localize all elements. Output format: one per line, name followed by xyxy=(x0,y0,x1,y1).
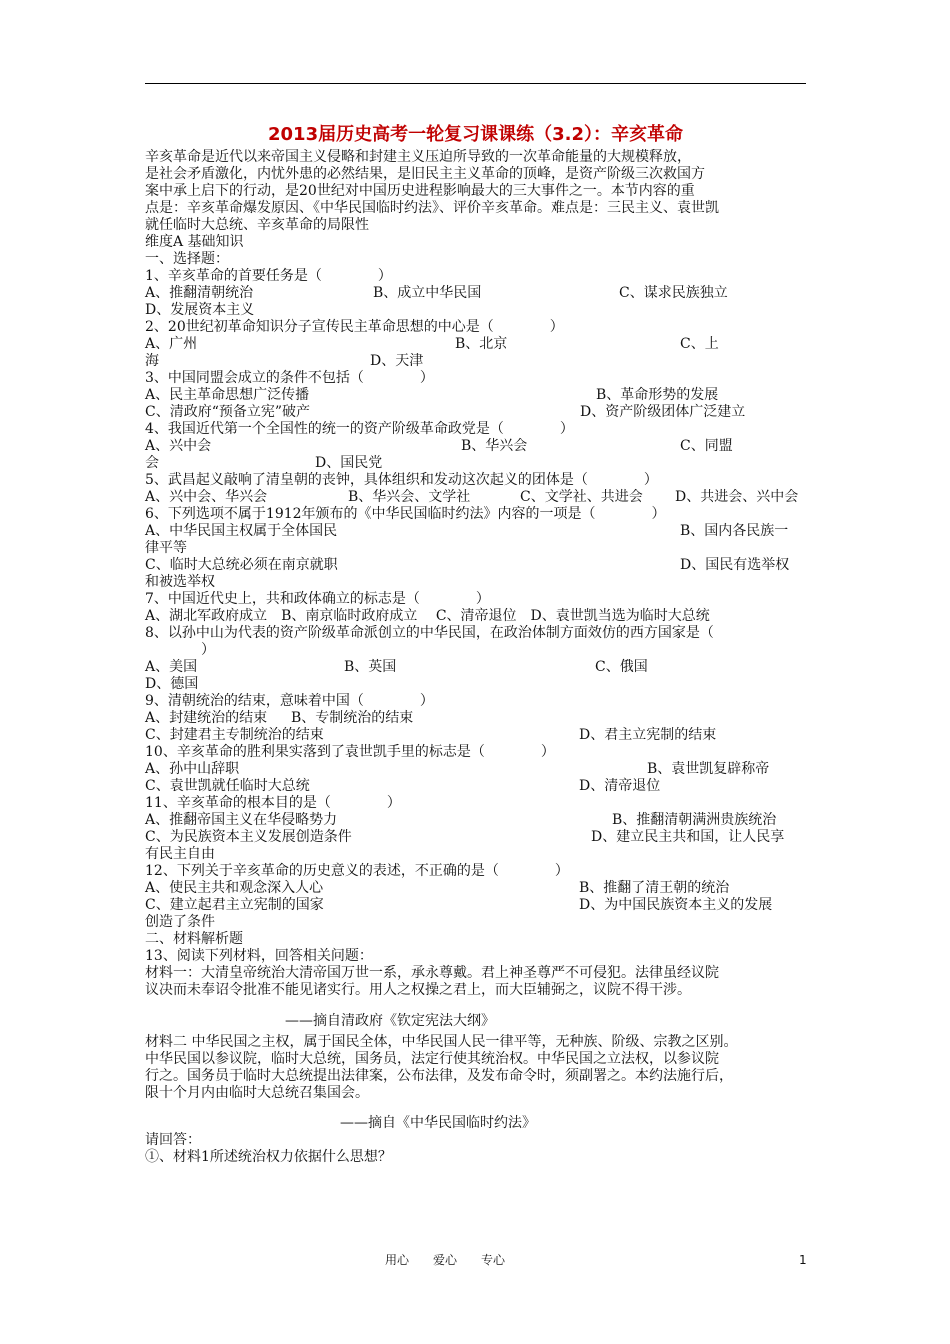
q3-options xyxy=(145,387,806,404)
q7-options: A、湖北军政府成立 B、南京临时政府成立 C、清帝退位 D、袁世凯当选为临时大总统 xyxy=(145,608,710,624)
question-4: 4、我国近代第一个全国性的统一的资产阶级革命政党是（ ） xyxy=(145,421,574,437)
question-11: 11、辛亥革命的根本目的是（ ） xyxy=(145,795,401,811)
option-d: D、资产阶级团体广泛建立 xyxy=(580,404,746,420)
q4-options-cont xyxy=(145,455,806,472)
option-b: B、北京 xyxy=(455,336,508,352)
question-13: 13、阅读下列材料，回答相关问题： xyxy=(145,948,373,964)
material-2-line: 限十个月内由临时大总统召集国会。 xyxy=(145,1085,369,1101)
question-8-cont: ） xyxy=(201,642,215,658)
material-2-line: 材料二 中华民国之主权，属于国民全体，中华民国人民一律平等，无种族、阶级、宗教之区别。 xyxy=(145,1034,738,1050)
question-9: 9、清朝统治的结束，意味着中国（ ） xyxy=(145,693,434,709)
ask-heading: 请回答： xyxy=(145,1132,201,1148)
option-d: D、天津 xyxy=(370,353,424,369)
part-heading: 二、材料解析题 xyxy=(145,931,243,947)
q10-options xyxy=(145,761,806,778)
option-d: D、德国 xyxy=(145,676,199,692)
option-a: A、兴中会 xyxy=(145,438,212,454)
q11-options xyxy=(145,812,806,829)
option-d-cont: 和被选举权 xyxy=(145,574,215,590)
option-c-cont: 会 xyxy=(145,455,159,471)
option-b: B、推翻了清王朝的统治 xyxy=(579,880,730,896)
part-heading: 一、选择题： xyxy=(145,251,229,267)
option-c: C、俄国 xyxy=(595,659,648,675)
material-1-line: 材料一：大清皇帝统治大清帝国万世一系，承永尊戴。君上神圣尊严不可侵犯。法律虽经议院 xyxy=(145,965,719,981)
q12-options-2 xyxy=(145,897,806,914)
intro-line: 案中承上启下的行动，是20世纪对中国历史进程影响最大的三大事件之一。本节内容的重 xyxy=(145,183,695,199)
material-1-line: 议决而未奉诏令批准不能见诸实行。用人之权操之君上，而大臣辅弼之，议院不得干涉。 xyxy=(145,982,691,998)
question-5: 5、武昌起义敲响了清皇朝的丧钟，具体组织和发动这次起义的团体是（ ） xyxy=(145,472,658,488)
option-a: A、广州 xyxy=(145,336,198,352)
q9-options-2 xyxy=(145,727,806,744)
option-c: C、谋求民族独立 xyxy=(619,285,728,301)
question-10: 10、辛亥革命的胜利果实落到了袁世凯手里的标志是（ ） xyxy=(145,744,555,760)
option-a: A、使民主共和观念深入人心 xyxy=(145,880,324,896)
footer-motto: 用心 爱心 专心 xyxy=(385,1253,506,1267)
option-c: C、清政府“预备立宪”破产 xyxy=(145,404,311,420)
option-c: C、袁世凯就任临时大总统 xyxy=(145,778,310,794)
option-d: D、共进会、兴中会 xyxy=(675,489,799,505)
option-b: B、专制统治的结束 xyxy=(291,710,414,726)
option-c: C、为民族资本主义发展创造条件 xyxy=(145,829,352,845)
question-12: 12、下列关于辛亥革命的历史意义的表述，不正确的是（ ） xyxy=(145,863,569,879)
intro-line: 点是：辛亥革命爆发原因、《中华民国临时约法》、评价辛亥革命。难点是：三民主义、袁世凯 xyxy=(145,200,719,216)
question-8: 8、以孙中山为代表的资产阶级革命派创立的中华民国，在政治体制方面效仿的西方国家是（ xyxy=(145,625,714,641)
option-d: D、清帝退位 xyxy=(579,778,661,794)
option-a: A、美国 xyxy=(145,659,198,675)
option-a: A、封建统治的结束 xyxy=(145,710,268,726)
q4-options xyxy=(145,438,806,455)
option-c: C、临时大总统必须在南京就职 xyxy=(145,557,338,573)
option-d-cont: 有民主自由 xyxy=(145,846,215,862)
q6-options-2 xyxy=(145,557,806,574)
option-d: D、国民有选举权 xyxy=(680,557,790,573)
question-6: 6、下列选项不属于1912年颁布的《中华民国临时约法》内容的一项是（ ） xyxy=(145,506,666,522)
option-d: D、国民党 xyxy=(315,455,383,471)
option-b: B、英国 xyxy=(344,659,397,675)
q2-options-cont xyxy=(145,353,806,370)
option-c: C、同盟 xyxy=(680,438,733,454)
option-a: A、民主革命思想广泛传播 xyxy=(145,387,310,403)
question-3: 3、中国同盟会成立的条件不包括（ ） xyxy=(145,370,434,386)
option-b: B、袁世凯复辟称帝 xyxy=(647,761,770,777)
question-2: 2、20世纪初革命知识分子宣传民主革命思想的中心是（ ） xyxy=(145,319,564,335)
q8-options xyxy=(145,659,806,676)
option-d: D、君主立宪制的结束 xyxy=(579,727,717,743)
material-1-source: ——摘自清政府《钦定宪法大纲》 xyxy=(285,1013,495,1029)
option-d: D、发展资本主义 xyxy=(145,302,255,318)
section-heading: 维度A 基础知识 xyxy=(145,234,244,250)
q1-options xyxy=(145,285,806,302)
intro-line: 是社会矛盾激化，内忧外患的必然结果，是旧民主主义革命的顶峰，是资产阶级三次救国方 xyxy=(145,166,705,182)
page-title: 2013届历史高考一轮复习课课练（3.2）：辛亥革命 xyxy=(268,124,683,145)
question-1: 1、辛亥革命的首要任务是（ ） xyxy=(145,268,392,284)
header-rule xyxy=(145,83,806,84)
q11-options-2 xyxy=(145,829,806,846)
intro-line: 辛亥革命是近代以来帝国主义侵略和封建主义压迫所导致的一次革命能量的大规模释放， xyxy=(145,149,691,165)
page-number: 1 xyxy=(799,1253,807,1267)
q5-options xyxy=(145,489,806,506)
option-c: C、文学社、共进会 xyxy=(520,489,643,505)
option-a: A、兴中会、华兴会 xyxy=(145,489,268,505)
option-c-cont: 海 xyxy=(145,353,159,369)
option-d: D、为中国民族资本主义的发展 xyxy=(579,897,773,913)
q2-options xyxy=(145,336,806,353)
question-7: 7、中国近代史上，共和政体确立的标志是（ ） xyxy=(145,591,490,607)
material-2-line: 行之。国务员于临时大总统提出法律案，公布法律，及发布命令时，须副署之。本约法施行后， xyxy=(145,1068,733,1084)
option-a: A、中华民国主权属于全体国民 xyxy=(145,523,338,539)
option-d: D、建立民主共和国，让人民享 xyxy=(591,829,785,845)
option-b: B、华兴会 xyxy=(461,438,528,454)
ask-question-1: ①、材料1所述统治权力依据什么思想？ xyxy=(145,1149,392,1165)
q12-options xyxy=(145,880,806,897)
option-a: A、孙中山辞职 xyxy=(145,761,240,777)
option-a: A、推翻帝国主义在华侵略势力 xyxy=(145,812,338,828)
material-2-line: 中华民国以参议院，临时大总统，国务员，法定行使其统治权。中华民国之立法权，以参议院 xyxy=(145,1051,719,1067)
option-b-cont: 律平等 xyxy=(145,540,187,556)
option-b: B、国内各民族一 xyxy=(680,523,789,539)
option-b: B、革命形势的发展 xyxy=(596,387,719,403)
option-c: C、封建君主专制统治的结束 xyxy=(145,727,324,743)
intro-line: 就任临时大总统、辛亥革命的局限性 xyxy=(145,217,369,233)
q9-options xyxy=(145,710,806,727)
option-a: A、推翻清朝统治 xyxy=(145,285,254,301)
q3-options-2 xyxy=(145,404,806,421)
option-b: B、华兴会、文学社 xyxy=(348,489,471,505)
option-b: B、成立中华民国 xyxy=(373,285,482,301)
option-b: B、推翻清朝满洲贵族统治 xyxy=(612,812,777,828)
q10-options-2 xyxy=(145,778,806,795)
option-c: C、上 xyxy=(680,336,719,352)
option-c: C、建立起君主立宪制的国家 xyxy=(145,897,324,913)
option-d-cont: 创造了条件 xyxy=(145,914,215,930)
material-2-source: ——摘自《中华民国临时约法》 xyxy=(340,1115,536,1131)
q6-options xyxy=(145,523,806,540)
